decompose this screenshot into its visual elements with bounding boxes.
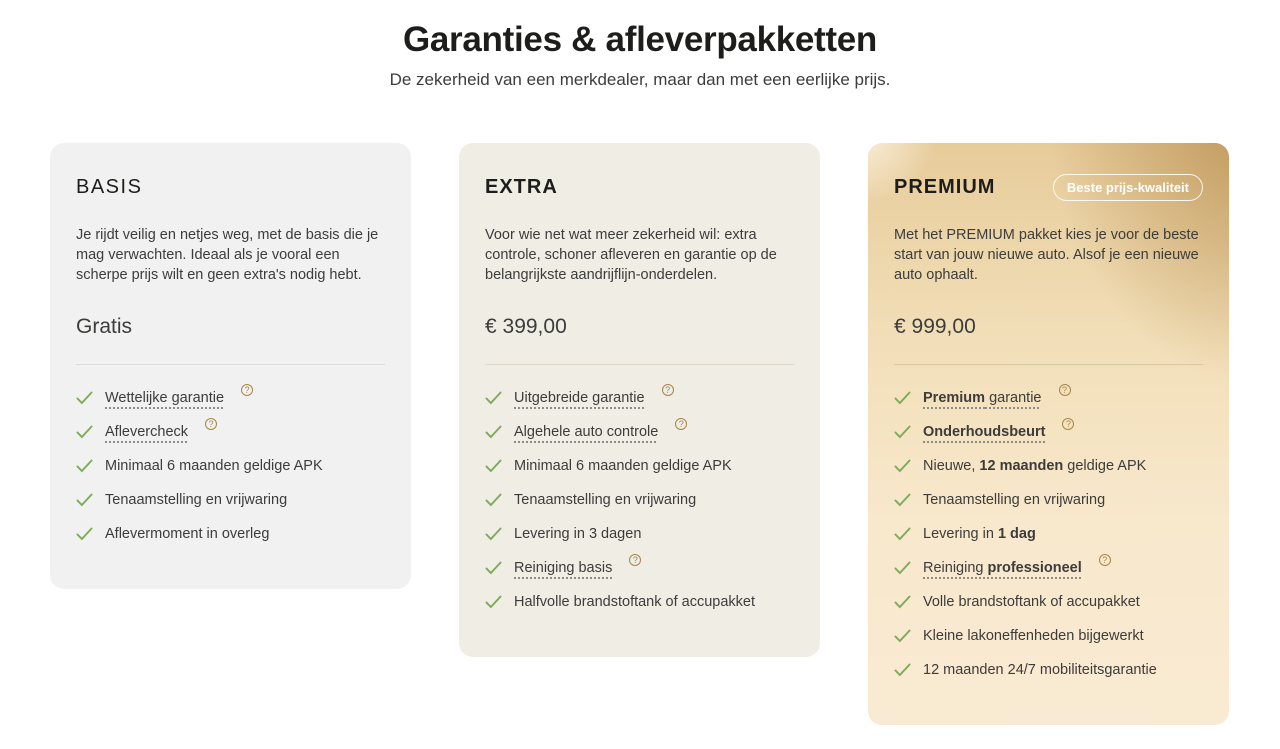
- feature-item: [76, 449, 385, 483]
- feature-label: Tenaamstelling en vrijwaring: [514, 492, 697, 508]
- card-header: [485, 173, 794, 201]
- feature-item: [485, 415, 794, 449]
- feature-label: 12 maanden 24/7 mobiliteitsgarantie: [923, 662, 1157, 678]
- package-card-basis: [50, 143, 411, 589]
- card-title: BASIS: [76, 175, 143, 198]
- check-icon: [894, 459, 911, 473]
- feature-label[interactable]: Reiniging professioneel: [923, 560, 1082, 576]
- feature-label: Levering in 1 dag: [923, 526, 1036, 542]
- feature-list: [485, 381, 794, 619]
- feature-item: [485, 517, 794, 551]
- check-icon: [485, 425, 502, 439]
- feature-item: [894, 449, 1203, 483]
- feature-label[interactable]: Wettelijke garantie: [105, 390, 225, 406]
- check-icon: [76, 493, 93, 507]
- help-icon[interactable]: ?: [675, 418, 687, 430]
- card-title: PREMIUM: [894, 175, 996, 198]
- card-description: Met het PREMIUM pakket kies je voor de beste start van jouw nieuwe auto. Alsof je een nieuwe auto ophaalt.: [894, 227, 1199, 283]
- package-card-premium: [868, 143, 1229, 725]
- feature-item: [894, 653, 1203, 687]
- check-icon: [76, 425, 93, 439]
- help-icon[interactable]: ?: [1059, 384, 1071, 396]
- card-header: [894, 173, 1203, 201]
- help-icon[interactable]: ?: [662, 384, 674, 396]
- feature-label[interactable]: Algehele auto controle: [514, 424, 659, 440]
- feature-label: Tenaamstelling en vrijwaring: [923, 492, 1106, 508]
- feature-item: [894, 517, 1203, 551]
- check-icon: [485, 595, 502, 609]
- feature-label: Levering in 3 dagen: [514, 526, 642, 542]
- feature-item: [894, 381, 1203, 415]
- page-title: Garanties & afleverpakketten: [402, 20, 878, 59]
- package-cards: [50, 143, 1230, 725]
- feature-label: Minimaal 6 maanden geldige APK: [514, 458, 732, 474]
- feature-item: [894, 585, 1203, 619]
- feature-item: [76, 381, 385, 415]
- divider: [76, 364, 385, 365]
- feature-item: [485, 585, 794, 619]
- card-header: [76, 173, 385, 201]
- feature-label: Minimaal 6 maanden geldige APK: [105, 458, 323, 474]
- check-icon: [76, 527, 93, 541]
- feature-item: [485, 551, 794, 585]
- check-icon: [485, 527, 502, 541]
- feature-label: Halfvolle brandstoftank of accupakket: [514, 594, 755, 610]
- feature-label: Tenaamstelling en vrijwaring: [105, 492, 288, 508]
- feature-label[interactable]: Aflevercheck: [105, 424, 189, 440]
- feature-label[interactable]: Premium garantie: [923, 390, 1042, 406]
- divider: [894, 364, 1203, 365]
- check-icon: [894, 629, 911, 643]
- card-title: EXTRA: [485, 175, 558, 198]
- feature-item: [894, 415, 1203, 449]
- divider: [485, 364, 794, 365]
- feature-item: [485, 381, 794, 415]
- card-description: Je rijdt veilig en netjes weg, met de basis die je mag verwachten. Ideaal als je vooral een scherpe prijs wilt en geen extra's nodig hebt.: [76, 227, 379, 283]
- help-icon[interactable]: ?: [1062, 418, 1074, 430]
- feature-item: [894, 483, 1203, 517]
- help-icon[interactable]: ?: [1099, 554, 1111, 566]
- card-price: € 999,00: [894, 315, 976, 338]
- check-icon: [894, 391, 911, 405]
- feature-item: [485, 449, 794, 483]
- check-icon: [894, 663, 911, 677]
- check-icon: [894, 527, 911, 541]
- feature-label[interactable]: Uitgebreide garantie: [514, 390, 645, 406]
- feature-item: [894, 619, 1203, 653]
- feature-item: [894, 551, 1203, 585]
- help-icon[interactable]: ?: [241, 384, 253, 396]
- feature-list: [76, 381, 385, 551]
- check-icon: [894, 493, 911, 507]
- package-card-extra: [459, 143, 820, 657]
- check-icon: [894, 595, 911, 609]
- feature-list: [894, 381, 1203, 687]
- check-icon: [894, 561, 911, 575]
- check-icon: [76, 459, 93, 473]
- section-header: [0, 20, 1280, 90]
- feature-item: [76, 415, 385, 449]
- check-icon: [485, 391, 502, 405]
- feature-label[interactable]: Reiniging basis: [514, 560, 613, 576]
- check-icon: [485, 459, 502, 473]
- page-subtitle: De zekerheid van een merkdealer, maar dan met een eerlijke prijs.: [389, 70, 891, 89]
- check-icon: [894, 425, 911, 439]
- feature-label: Aflevermoment in overleg: [105, 526, 270, 542]
- check-icon: [485, 561, 502, 575]
- feature-item: [76, 517, 385, 551]
- feature-label: Volle brandstoftank of accupakket: [923, 594, 1140, 610]
- feature-label[interactable]: Onderhoudsbeurt: [923, 424, 1046, 440]
- check-icon: [76, 391, 93, 405]
- feature-item: [76, 483, 385, 517]
- card-description: Voor wie net wat meer zekerheid wil: extra controle, schoner afleveren en garantie op de belangrijkste aandrijflijn-onderdelen.: [485, 227, 777, 283]
- feature-label: Kleine lakoneffenheden bijgewerkt: [923, 628, 1144, 644]
- card-price: € 399,00: [485, 315, 567, 338]
- card-price: Gratis: [76, 315, 133, 338]
- best-value-badge: Beste prijs-kwaliteit: [1053, 174, 1203, 201]
- check-icon: [485, 493, 502, 507]
- feature-item: [485, 483, 794, 517]
- help-icon[interactable]: ?: [205, 418, 217, 430]
- help-icon[interactable]: ?: [629, 554, 641, 566]
- feature-label: Nieuwe, 12 maanden geldige APK: [923, 458, 1147, 474]
